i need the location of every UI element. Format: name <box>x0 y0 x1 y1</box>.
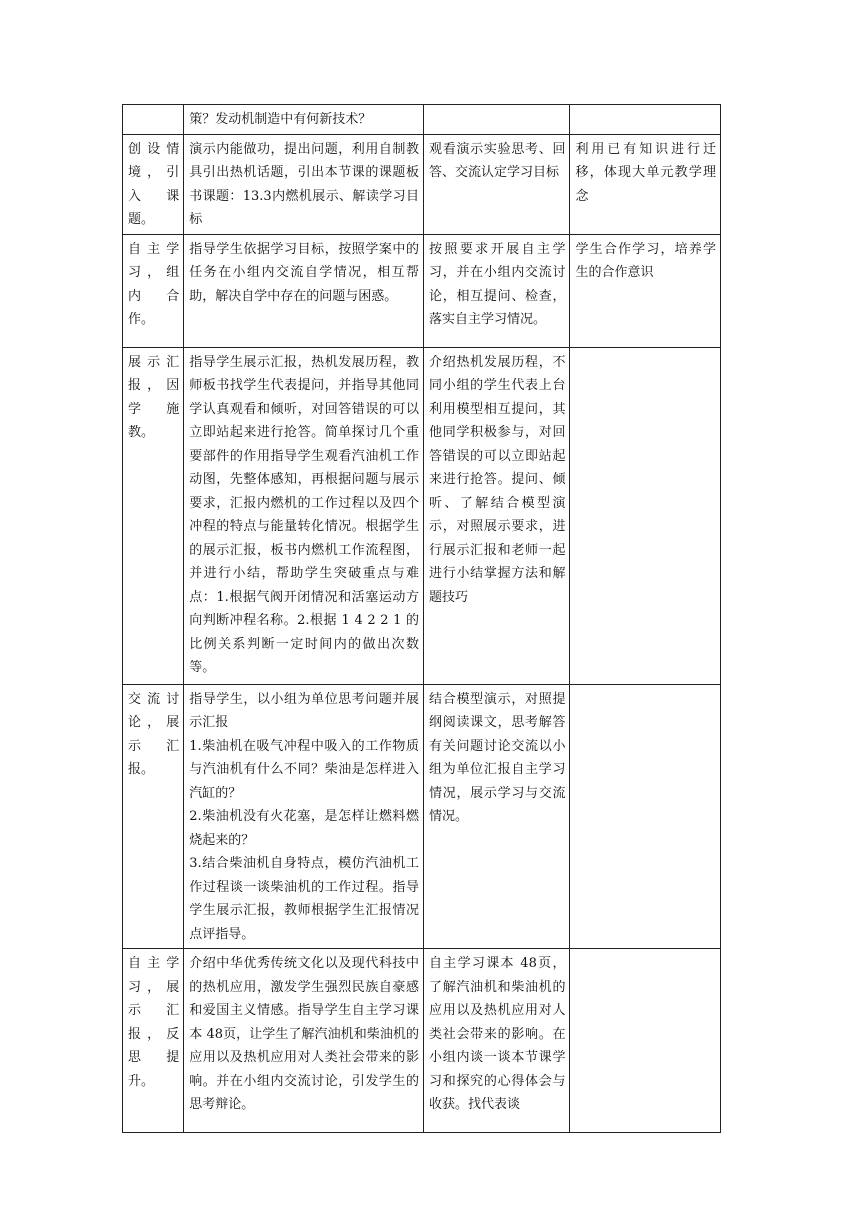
teacher-activity-cell <box>184 234 424 347</box>
student-activity-text: 结合模型演示，对照提纲阅读课文，思考解答有关问题讨论交流以小组为单位汇报自主学习情况，展示学习与交流情况。 <box>429 691 566 824</box>
design-intent-cell <box>570 234 721 347</box>
student-activity-cell <box>424 684 570 949</box>
teacher-activity-cell <box>184 105 424 135</box>
table-row <box>123 234 721 347</box>
student-activity-cell <box>424 347 570 684</box>
design-intent-text: 利用已有知识进行迁移，体现大单元教学理念 <box>575 141 716 204</box>
design-intent-text: 学生合作学习，培养学生的合作意识 <box>575 241 716 280</box>
student-activity-cell <box>424 134 570 234</box>
stage-cell <box>123 684 184 949</box>
teacher-activity-text: 策？发动机制造中有何新技术？ <box>189 112 372 127</box>
stage-text: 创设情境，引入课题。 <box>128 141 180 227</box>
teacher-activity-cell <box>184 347 424 684</box>
stage-text: 自主学习，展示汇报，反思提升。 <box>128 956 180 1089</box>
student-activity-text: 介绍热机发展历程，不同小组的学生代表上台利用模型相互提问，其他同学积极参与，对回答错误的可以立即站起来进行抢答。提问、倾听、了解结合模型演示，对照展示要求，进行展示汇报和老师一起进行小结掌握方法和解题技巧 <box>429 354 566 605</box>
teacher-activity-text: 指导学生展示汇报，热机发展历程，教师板书找学生代表提问，并指导其他同学认真观看和倾听，对回答错误的可以立即站起来进行抢答。简单探讨几个重要部件的作用指导学生观看汽油机工作动图，先整体感知，再根据问题与展示要求，汇报内燃机的工作过程以及四个冲程的特点与能量转化情况。根据学生的展示汇报，板书内燃机工作流程图，并进行小结，帮助学生突破重点与难点：1.根据气阀开闭情况和活塞运动方向判断冲程名称。2.根据 1 4 2 2 1 的比例关系判断一定时间内的做出次数等。 <box>189 354 419 675</box>
stage-cell <box>123 347 184 684</box>
design-intent-cell <box>570 347 721 684</box>
stage-cell <box>123 105 184 135</box>
stage-cell <box>123 234 184 347</box>
teacher-activity-text: 演示内能做功，提出问题，利用自制教具引出热机话题，引出本节课的课题板书课题：13.3内燃机展示、解读学习目标 <box>189 141 419 227</box>
student-activity-text: 按照要求开展自主学习，并在小组内交流讨论，相互提问、检查，落实自主学习情况。 <box>429 241 566 327</box>
teacher-activity-cell <box>184 134 424 234</box>
student-activity-text: 观看演示实验思考、回答、交流认定学习目标 <box>429 141 566 180</box>
table-row <box>123 684 721 949</box>
stage-cell <box>123 134 184 234</box>
student-activity-cell <box>424 949 570 1133</box>
stage-cell <box>123 949 184 1133</box>
lesson-plan-table <box>122 104 721 1133</box>
teacher-activity-text: 指导学生，以小组为单位思考问题并展示汇报 1.柴油机在吸气冲程中吸入的工作物质与汽油机有什么不同？柴油是怎样进入汽缸的？ 2.柴油机没有火花塞，是怎样让燃料燃烧起来的？ 3.结合柴油机自身特点，模仿汽油机工作过程谈一谈柴油机的工作过程。指导学生展示汇报，教师根据学生汇报情况点评指导。 <box>189 691 419 942</box>
table-row <box>123 949 721 1133</box>
teacher-activity-cell <box>184 949 424 1133</box>
student-activity-text: 自主学习课本 48页，了解汽油机和柴油机的应用以及热机应用对人类社会带来的影响。在小组内谈一谈本节课学习和探究的心得体会与收获。找代表谈 <box>429 956 566 1112</box>
stage-text: 交流讨论，展示汇报。 <box>128 691 180 777</box>
stage-text: 展示汇报，因学施教。 <box>128 354 180 440</box>
design-intent-cell <box>570 949 721 1133</box>
stage-text: 自主学习，组内合作。 <box>128 241 180 327</box>
teacher-activity-cell <box>184 684 424 949</box>
teacher-activity-text: 指导学生依据学习目标，按照学案中的任务在小组内交流自学情况，相互帮助，解决自学中存在的问题与困惑。 <box>189 241 419 304</box>
design-intent-cell <box>570 105 721 135</box>
table-row <box>123 347 721 684</box>
teacher-activity-text: 介绍中华优秀传统文化以及现代科技中的热机应用，激发学生强烈民族自豪感和爱国主义情感。指导学生自主学习课本 48页，让学生了解汽油机和柴油机的应用以及热机应用对人类社会带来的影响。并在小组内交流讨论，引发学生的思考辩论。 <box>189 956 419 1112</box>
table-row <box>123 134 721 234</box>
student-activity-cell <box>424 234 570 347</box>
student-activity-cell <box>424 105 570 135</box>
table-row <box>123 105 721 135</box>
design-intent-cell <box>570 134 721 234</box>
design-intent-cell <box>570 684 721 949</box>
